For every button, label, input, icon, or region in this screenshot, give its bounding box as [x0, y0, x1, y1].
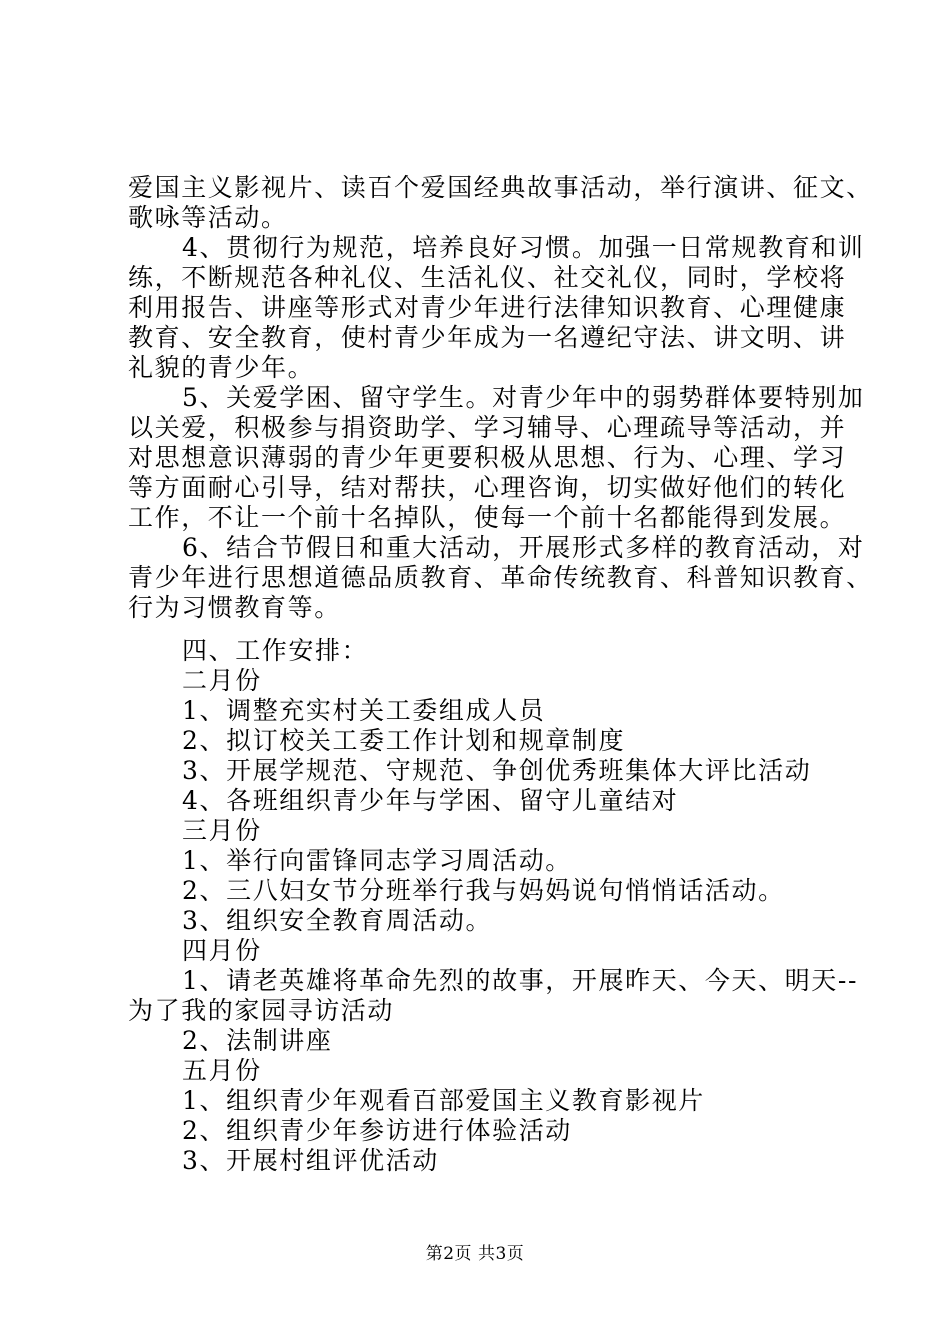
text-line: 5、关爱学困、留守学生。对青少年中的弱势群体要特别加	[182, 383, 865, 412]
list-item: 2、拟订校关工委工作计划和规章制度	[182, 726, 626, 755]
list-item: 3、开展村组评优活动	[182, 1146, 439, 1175]
list-item: 1、组织青少年观看百部爱国主义教育影视片	[182, 1086, 705, 1115]
page-indicator: 第2页 共3页	[425, 1244, 525, 1264]
list-item: 2、三八妇女节分班举行我与妈妈说句悄悄话活动。	[182, 876, 785, 905]
text-line: 礼貌的青少年。	[128, 353, 315, 382]
text-line: 等方面耐心引导，结对帮扶，心理咨询，切实做好他们的转化	[128, 473, 847, 502]
list-item: 3、组织安全教育周活动。	[182, 906, 493, 935]
list-item: 2、法制讲座	[182, 1026, 333, 1055]
month-heading: 五月份	[182, 1056, 262, 1085]
list-item: 1、举行向雷锋同志学习周活动。	[182, 846, 572, 875]
month-heading: 四月份	[182, 936, 262, 965]
text-line: 青少年进行思想道德品质教育、革命传统教育、科普知识教育、	[128, 563, 873, 592]
text-line: 工作，不让一个前十名掉队，使每一个前十名都能得到发展。	[128, 503, 847, 532]
text-line: 练，不断规范各种礼仪、生活礼仪、社交礼仪，同时，学校将	[128, 263, 847, 292]
text-line: 4、贯彻行为规范，培养良好习惯。加强一日常规教育和训	[182, 233, 865, 262]
text-line: 爱国主义影视片、读百个爱国经典故事活动，举行演讲、征文、	[128, 173, 873, 202]
text-line: 对思想意识薄弱的青少年更要积极从思想、行为、心理、学习	[128, 443, 847, 472]
text-line: 歌咏等活动。	[128, 203, 288, 232]
month-heading: 三月份	[182, 816, 262, 845]
section-heading: 四、工作安排：	[182, 636, 369, 665]
month-heading: 二月份	[182, 666, 262, 695]
list-item: 2、组织青少年参访进行体验活动	[182, 1116, 572, 1145]
text-line: 利用报告、讲座等形式对青少年进行法律知识教育、心理健康	[128, 293, 847, 322]
list-item: 3、开展学规范、守规范、争创优秀班集体大评比活动	[182, 756, 812, 785]
text-line: 教育、安全教育，使村青少年成为一名遵纪守法、讲文明、讲	[128, 323, 847, 352]
text-line: 为了我的家园寻访活动	[128, 996, 395, 1025]
list-item: 1、调整充实村关工委组成人员	[182, 696, 546, 725]
list-item: 1、请老英雄将革命先烈的故事，开展昨天、今天、明天--	[182, 966, 859, 995]
text-line: 行为习惯教育等。	[128, 593, 341, 622]
list-item: 4、各班组织青少年与学困、留守儿童结对	[182, 786, 679, 815]
text-line: 6、结合节假日和重大活动，开展形式多样的教育活动，对	[182, 533, 865, 562]
text-line: 以关爱，积极参与捐资助学、学习辅导、心理疏导等活动，并	[128, 413, 847, 442]
